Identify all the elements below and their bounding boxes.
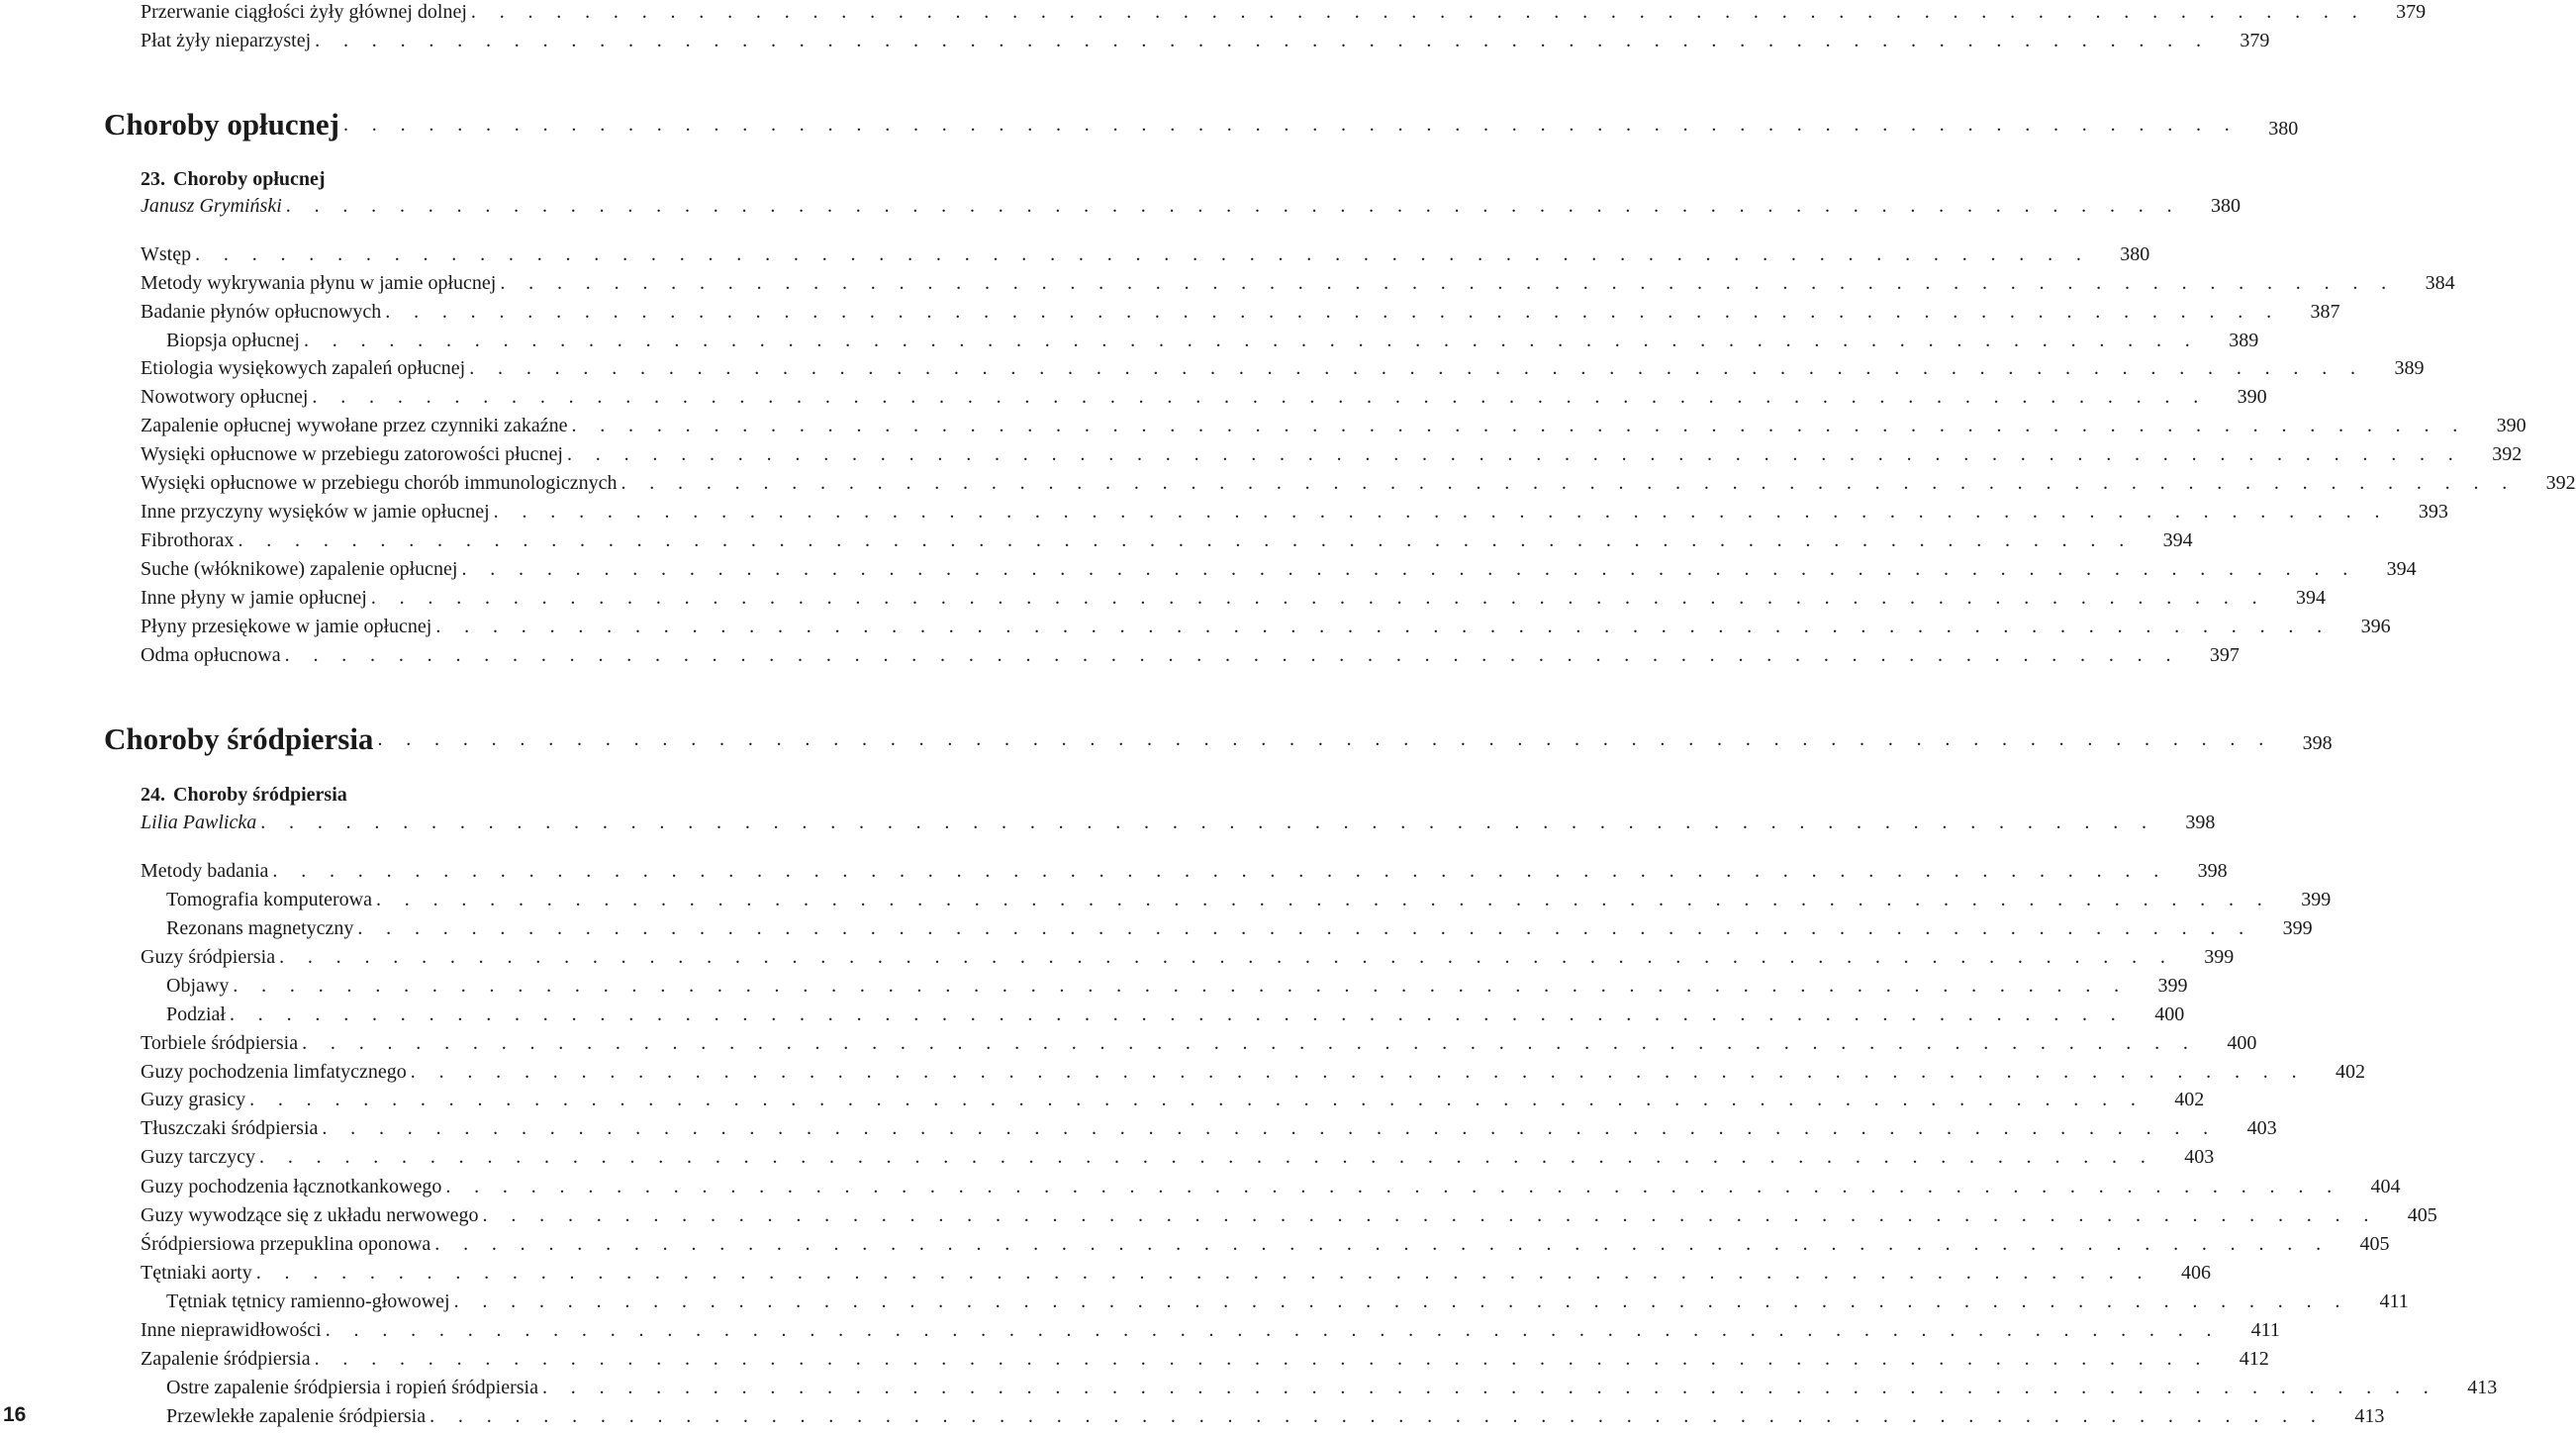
dot-leader: . . . . . . . . . . . . . . . . . . . . . . . . . . . . . . . . . . . . . . . . . . . . . . . . . . . . . . . . . . . . . . . . . . . (385, 301, 2281, 323)
dot-leader: . . . . . . . . . . . . . . . . . . . . . . . . . . . . . . . . . . . . . . . . . . . . . . . . . . . . . . . . . . . . . . . . . . . (435, 616, 2332, 637)
toc-subentry-podzial[interactable] (166, 1000, 2185, 1029)
dot-leader: . . . . . . . . . . . . . . . . . . . . . . . . . . . . . . . . . . . . . . . . . . . . . . . . . . . . . . . . . . . . . . . . . . . (315, 30, 2211, 51)
dot-leader: . . . . . . . . . . . . . . . . . . . . . . . . . . . . . . . . . . . . . . . . . . . . . . . . . . . . . . . . . . . . . . . . . . . (255, 1262, 2151, 1284)
dot-leader: . . . . . . . . . . . . . . . . . . . . . . . . . . . . . . . . . . . . . . . . . . . . . . . . . . . . . . . . . . . . . . . . . . . (620, 472, 2517, 494)
dot-leader: . . . . . . . . . . . . . . . . . . . . . . . . . . . . . . . . . . . . . . . . . . . . . . . . . . . . . . . . . . . . . . . . . . . (453, 1291, 2349, 1312)
entry-page-number: 398 (2185, 812, 2216, 833)
toc-entry-wysieki-oplucnowe-w-przebiegu-chorob-immunologic[interactable] (141, 468, 2576, 498)
dot-leader: . . . . . . . . . . . . . . . . . . . . . . . . . . . . . . . . . . . . . . . . . . . . . . . . . . . . . . . . . . . . . . . . . . . (272, 860, 2168, 882)
toc-entry-fibrothorax[interactable] (141, 526, 2193, 555)
entry-page-number: 405 (2407, 1204, 2437, 1226)
dot-leader: . . . . . . . . . . . . . . . . . . . . . . . . . . . . . . . . . . . . . . . . . . . . . . . . . . . . . . . . . . . . . . . . . . . (370, 587, 2267, 609)
dot-leader: . . . . . . . . . . . . . . . . . . . . . . . . . . . . . . . . . . . . . . . . . . . . . . . . . . . . . . . . . . . . . . . . . . . (285, 195, 2181, 217)
dot-leader: . . . . . . . . . . . . . . . . . . . . . . . . . . . . . . . . . . . . . . . . . . . . . . . . . . . . . . . . . . . . . . . . . . . (469, 357, 2365, 379)
entry-page-number: 380 (2210, 195, 2241, 217)
dot-leader: . . . . . . . . . . . . . . . . . . . . . . . . . . . . . . . . . . . . . . . . . . . . . . . . . . . . . . . . . . . . . . . . . . . (249, 1089, 2146, 1110)
entry-page-number: 380 (2268, 118, 2299, 140)
dot-leader: . . . . . . . . . . . . . . . . . . . . . . . . . . . . . . . . . . . . . . . . . . . . . . . . . . . . . . . . . . . . . . . . . . . (302, 1032, 2198, 1054)
toc-entry-metody-wykrywania-plynu-w-jamie-oplucnej[interactable] (141, 268, 2455, 298)
entry-title: Guzy grasicy (141, 1089, 246, 1110)
entry-title: Choroby opłucnej (104, 107, 339, 142)
dot-leader: . . . . . . . . . . . . . . . . . . . . . . . . . . . . . . . . . . . . . . . . . . . . . . . . . . . . . . . . . . . . . . . . . . . (303, 330, 2200, 351)
dot-leader: . . . . . . . . . . . . . . . . . . . . . . . . . . . . . . . . . . . . . . . . . . . . . . . . . . . . . . . . . . . . . . . . . . . (571, 415, 2467, 436)
entry-title: Zapalenie opłucnej wywołane przez czynniki zakaźne (141, 415, 568, 436)
entry-title: Odma opłucnowa (141, 644, 281, 666)
entry-page-number: 404 (2370, 1176, 2401, 1197)
entry-title: Biopsja opłucnej (166, 330, 300, 351)
chapter-number: 23. (141, 168, 165, 190)
entry-page-number: 397 (2209, 644, 2240, 666)
toc-subentry-przewlekle-zapalenie-srodpiersia[interactable] (166, 1401, 2385, 1431)
entry-title: Metody wykrywania płynu w jamie opłucnej (141, 272, 497, 294)
dot-leader: . . . . . . . . . . . . . . . . . . . . . . . . . . . . . . . . . . . . . . . . . . . . . . . . . . . . . . . . . . . . . . . . . . . (314, 1348, 2210, 1370)
toc-subentry-ostre-zapalenie-srodpiersia-i-ropien-srodpiersia[interactable] (166, 1373, 2498, 1402)
entry-page-number: 396 (2360, 616, 2391, 637)
entry-title: Torbiele śródpiersia (141, 1032, 299, 1054)
chapter-title-choroby-oplucnej[interactable] (141, 164, 950, 194)
dot-leader: . . . . . . . . . . . . . . . . . . . . . . . . . . . . . . . . . . . . . . . . . . . . . . . . . . . . . . . . . . . . . . . . . . . (429, 1405, 2326, 1427)
toc-entry-suche-wloknikowe-zapalenie-oplucnej[interactable] (141, 554, 2417, 584)
toc-entry-torbiele-srodpiersia[interactable] (141, 1028, 2257, 1058)
entry-page-number: 394 (2386, 558, 2417, 580)
toc-entry-guzy-tarczycy[interactable] (141, 1142, 2215, 1172)
section-heading-choroby-srodpiersia[interactable] (104, 718, 2333, 761)
toc-entry-inne-plyny-w-jamie-oplucnej[interactable] (141, 583, 2327, 613)
entry-title: Inne płyny w jamie opłucnej (141, 587, 367, 609)
toc-entry-badanie-plynow-oplucnowych[interactable] (141, 297, 2340, 327)
entry-title: Nowotwory opłucnej (141, 386, 309, 408)
entry-title: Tętniaki aorty (141, 1262, 252, 1284)
dot-leader: . . . . . . . . . . . . . . . . . . . . . . . . . . . . . . . . . . . . . . . . . . . . . . . . . . . . . . . . . . . . . . . . . . . (312, 386, 2208, 408)
entry-page-number: 392 (2492, 443, 2523, 465)
dot-leader: . . . . . . . . . . . . . . . . . . . . . . . . . . . . . . . . . . . . . . . . . . . . . . . . . . . . . . . . . . . . . . . . . . . (325, 1319, 2221, 1341)
entry-title: Fibrothorax (141, 529, 235, 551)
dot-leader: . . . . . . . . . . . . . . . . . . . . . . . . . . . . . . . . . . . . . . . . . . . . . . . . . . . . . . . . . . . . . . . . . . . (377, 728, 2273, 750)
entry-title: Guzy wywodzące się z układu nerwowego (141, 1204, 479, 1226)
entry-page-number: 380 (2120, 243, 2150, 265)
dot-leader: . . . . . . . . . . . . . . . . . . . . . . . . . . . . . . . . . . . . . . . . . . . . . . . . . . . . . . . . . . . . . . . . . . . (461, 558, 2357, 580)
entry-title: Tomografia komputerowa (166, 889, 372, 910)
entry-title: Wysięki opłucnowe w przebiegu chorób immunologicznych (141, 472, 618, 494)
entry-title: Choroby śródpiersia (104, 721, 374, 756)
chapter-title-choroby-srodpiersia[interactable] (141, 780, 950, 810)
entry-page-number: 390 (2237, 386, 2267, 408)
entry-page-number: 379 (2396, 1, 2427, 23)
toc-entry-wysieki-oplucnowe-w-przebiegu-zatorowosci-plucne[interactable] (141, 439, 2523, 469)
dot-leader: . . . . . . . . . . . . . . . . . . . . . . . . . . . . . . . . . . . . . . . . . . . . . . . . . . . . . . . . . . . . . . . . . . . (322, 1117, 2218, 1139)
entry-page-number: 413 (2354, 1405, 2385, 1427)
entry-page-number: 403 (2246, 1117, 2277, 1139)
entry-title: Płat żyły nieparzystej (141, 30, 312, 51)
dot-leader: . . . . . . . . . . . . . . . . . . . . . . . . . . . . . . . . . . . . . . . . . . . . . . . . . . . . . . . . . . . . . . . . . . . (357, 917, 2253, 939)
entry-title: Suche (włóknikowe) zapalenie opłucnej (141, 558, 458, 580)
entry-page-number: 398 (2197, 860, 2228, 882)
entry-title: Zapalenie śródpiersia (141, 1348, 311, 1370)
dot-leader: . . . . . . . . . . . . . . . . . . . . . . . . . . . . . . . . . . . . . . . . . . . . . . . . . . . . . . . . . . . . . . . . . . . (375, 889, 2272, 910)
toc-entry-plat-zyly-nieparzystej[interactable] (141, 26, 2270, 55)
toc-subentry-tomografia-komputerowa[interactable] (166, 885, 2332, 914)
toc-entry-wstep[interactable] (141, 239, 2150, 269)
entry-title: Tłuszczaki śródpiersia (141, 1117, 319, 1139)
entry-page-number: 402 (2335, 1061, 2365, 1083)
entry-title: Ostre zapalenie śródpiersia i ropień śródpiersia (166, 1377, 538, 1398)
entry-title: Inne nieprawidłowości (141, 1319, 322, 1341)
entry-page-number: 400 (2227, 1032, 2257, 1054)
entry-title: Badanie płynów opłucnowych (141, 301, 382, 323)
entry-title: Lilia Pawlicka (141, 812, 257, 833)
toc-entry-etiologia-wysiekowych-zapalen-oplucnej[interactable] (141, 353, 2425, 383)
entry-title: Inne przyczyny wysięków w jamie opłucnej (141, 501, 490, 523)
dot-leader: . . . . . . . . . . . . . . . . . . . . . . . . . . . . . . . . . . . . . . . . . . . . . . . . . . . . . . . . . . . . . . . . . . . (410, 1061, 2306, 1083)
entry-title: Podział (166, 1004, 226, 1025)
dot-leader: . . . . . . . . . . . . . . . . . . . . . . . . . . . . . . . . . . . . . . . . . . . . . . . . . . . . . . . . . . . . . . . . . . . (541, 1377, 2438, 1398)
entry-title: Płyny przesiękowe w jamie opłucnej (141, 616, 432, 637)
dot-leader: . . . . . . . . . . . . . . . . . . . . . . . . . . . . . . . . . . . . . . . . . . . . . . . . . . . . . . . . . . . . . . . . . . . (238, 529, 2134, 551)
toc-entry-odma-oplucnowa[interactable] (141, 640, 2240, 670)
entry-page-number: 389 (2229, 330, 2259, 351)
entry-page-number: 398 (2302, 732, 2333, 754)
toc-subentry-tetniak-tetnicy-ramienno-glowowej[interactable] (166, 1287, 2409, 1316)
entry-title: Śródpiersiowa przepuklina oponowa (141, 1233, 431, 1255)
dot-leader: . . . . . . . . . . . . . . . . . . . . . . . . . . . . . . . . . . . . . . . . . . . . . . . . . . . . . . . . . . . . . . . . . . . (343, 114, 2240, 136)
toc-entry-inne-nieprawidlowosci[interactable] (141, 1315, 2280, 1345)
dot-leader: . . . . . . . . . . . . . . . . . . . . . . . . . . . . . . . . . . . . . . . . . . . . . . . . . . . . . . . . . . . . . . . . . . . (434, 1233, 2331, 1255)
entry-title: Choroby śródpiersia (173, 784, 347, 806)
entry-page-number: 402 (2174, 1089, 2205, 1110)
chapter-author-janusz-gryminski[interactable] (141, 191, 2241, 221)
page-number: 16 (3, 1403, 27, 1426)
toc-entry-guzy-grasicy[interactable] (141, 1085, 2205, 1114)
entry-title: Objawy (166, 975, 230, 997)
chapter-number: 24. (141, 784, 165, 806)
entry-title: Wysięki opłucnowe w przebiegu zatorowości płucnej (141, 443, 563, 465)
toc-entry-guzy-srodpiersia[interactable] (141, 942, 2235, 972)
entry-title: Janusz Grymiński (141, 195, 282, 217)
toc-entry-srodpiersiowa-przepuklina-oponowa[interactable] (141, 1229, 2390, 1259)
dot-leader: . . . . . . . . . . . . . . . . . . . . . . . . . . . . . . . . . . . . . . . . . . . . . . . . . . . . . . . . . . . . . . . . . . . (482, 1204, 2378, 1226)
entry-title: Przewlekłe zapalenie śródpiersia (166, 1405, 427, 1427)
entry-title: Etiologia wysiękowych zapaleń opłucnej (141, 357, 466, 379)
toc-entry-przerwanie-ciaglosci-zyly-glownej-dolnej[interactable] (141, 0, 2427, 27)
entry-title: Guzy tarczycy (141, 1146, 256, 1168)
toc-entry-nowotwory-oplucnej[interactable] (141, 382, 2267, 412)
entry-title: Choroby opłucnej (173, 168, 326, 190)
toc-entry-metody-badania[interactable] (141, 856, 2228, 886)
entry-title: Guzy pochodzenia łącznotkankowego (141, 1176, 442, 1197)
toc-entry-zapalenie-srodpiersia[interactable] (141, 1344, 2269, 1374)
dot-leader: . . . . . . . . . . . . . . . . . . . . . . . . . . . . . . . . . . . . . . . . . . . . . . . . . . . . . . . . . . . . . . . . . . . (445, 1176, 2341, 1197)
entry-page-number: 392 (2545, 472, 2576, 494)
toc-entry-tetniaki-aorty[interactable] (141, 1258, 2211, 1288)
entry-page-number: 411 (2250, 1319, 2280, 1341)
dot-leader: . . . . . . . . . . . . . . . . . . . . . . . . . . . . . . . . . . . . . . . . . . . . . . . . . . . . . . . . . . . . . . . . . . . (259, 1146, 2155, 1168)
entry-page-number: 394 (2162, 529, 2193, 551)
entry-page-number: 399 (2282, 917, 2313, 939)
toc-subentry-biopsja-oplucnej[interactable] (166, 326, 2259, 355)
toc-subentry-objawy[interactable] (166, 971, 2188, 1001)
entry-page-number: 389 (2394, 357, 2425, 379)
entry-title: Guzy pochodzenia limfatycznego (141, 1061, 407, 1083)
entry-page-number: 387 (2310, 301, 2340, 323)
entry-page-number: 384 (2425, 272, 2455, 294)
entry-page-number: 399 (2204, 946, 2235, 968)
entry-page-number: 399 (2301, 889, 2332, 910)
entry-page-number: 406 (2180, 1262, 2211, 1284)
toc-entry-inne-przyczyny-wysiekow-w-jamie-oplucnej[interactable] (141, 497, 2448, 526)
dot-leader: . . . . . . . . . . . . . . . . . . . . . . . . . . . . . . . . . . . . . . . . . . . . . . . . . . . . . . . . . . . . . . . . . . . (567, 443, 2463, 465)
dot-leader: . . . . . . . . . . . . . . . . . . . . . . . . . . . . . . . . . . . . . . . . . . . . . . . . . . . . . . . . . . . . . . . . . . . (233, 975, 2129, 997)
entry-page-number: 400 (2154, 1004, 2185, 1025)
toc-entry-tluszczaki-srodpiersia[interactable] (141, 1113, 2277, 1143)
dot-leader: . . . . . . . . . . . . . . . . . . . . . . . . . . . . . . . . . . . . . . . . . . . . . . . . . . . . . . . . . . . . . . . . . . . (470, 1, 2367, 23)
entry-page-number: 405 (2359, 1233, 2390, 1255)
entry-title: Przerwanie ciągłości żyły głównej dolnej (141, 1, 467, 23)
entry-title: Guzy śródpiersia (141, 946, 276, 968)
dot-leader: . . . . . . . . . . . . . . . . . . . . . . . . . . . . . . . . . . . . . . . . . . . . . . . . . . . . . . . . . . . . . . . . . . . (230, 1004, 2126, 1025)
toc-entry-guzy-wywodzace-sie-z-ukladu-nerwowego[interactable] (141, 1200, 2437, 1230)
entry-page-number: 379 (2240, 30, 2270, 51)
entry-page-number: 403 (2184, 1146, 2215, 1168)
entry-page-number: 390 (2496, 415, 2527, 436)
entry-page-number: 393 (2418, 501, 2448, 523)
toc-subentry-rezonans-magnetyczny[interactable] (166, 913, 2313, 943)
entry-title: Wstęp (141, 243, 192, 265)
dot-leader: . . . . . . . . . . . . . . . . . . . . . . . . . . . . . . . . . . . . . . . . . . . . . . . . . . . . . . . . . . . . . . . . . . . (279, 946, 2175, 968)
entry-page-number: 411 (2379, 1291, 2409, 1312)
chapter-author-lilia-pawlicka[interactable] (141, 808, 2216, 837)
dot-leader: . . . . . . . . . . . . . . . . . . . . . . . . . . . . . . . . . . . . . . . . . . . . . . . . . . . . . . . . . . . . . . . . . . . (260, 812, 2156, 833)
toc-entry-plyny-przesiekowe-w-jamie-oplucnej[interactable] (141, 612, 2391, 641)
entry-page-number: 394 (2296, 587, 2327, 609)
dot-leader: . . . . . . . . . . . . . . . . . . . . . . . . . . . . . . . . . . . . . . . . . . . . . . . . . . . . . . . . . . . . . . . . . . . (284, 644, 2180, 666)
toc-entry-zapalenie-oplucnej-wywolane-przez-czynniki-zakaz[interactable] (141, 411, 2527, 440)
dot-leader: . . . . . . . . . . . . . . . . . . . . . . . . . . . . . . . . . . . . . . . . . . . . . . . . . . . . . . . . . . . . . . . . . . . (500, 272, 2396, 294)
entry-page-number: 412 (2239, 1348, 2269, 1370)
toc-entry-guzy-pochodzenia-limfatycznego[interactable] (141, 1057, 2365, 1087)
dot-leader: . . . . . . . . . . . . . . . . . . . . . . . . . . . . . . . . . . . . . . . . . . . . . . . . . . . . . . . . . . . . . . . . . . . (493, 501, 2389, 523)
dot-leader: . . . . . . . . . . . . . . . . . . . . . . . . . . . . . . . . . . . . . . . . . . . . . . . . . . . . . . . . . . . . . . . . . . . (195, 243, 2091, 265)
section-heading-choroby-oplucnej[interactable] (104, 103, 2299, 146)
entry-title: Rezonans magnetyczny (166, 917, 354, 939)
entry-page-number: 413 (2467, 1377, 2498, 1398)
toc-entry-guzy-pochodzenia-lacznotkankowego[interactable] (141, 1172, 2401, 1201)
entry-title: Tętniak tętnicy ramienno-głowowej (166, 1291, 450, 1312)
entry-title: Metody badania (141, 860, 269, 882)
entry-page-number: 399 (2157, 975, 2188, 997)
